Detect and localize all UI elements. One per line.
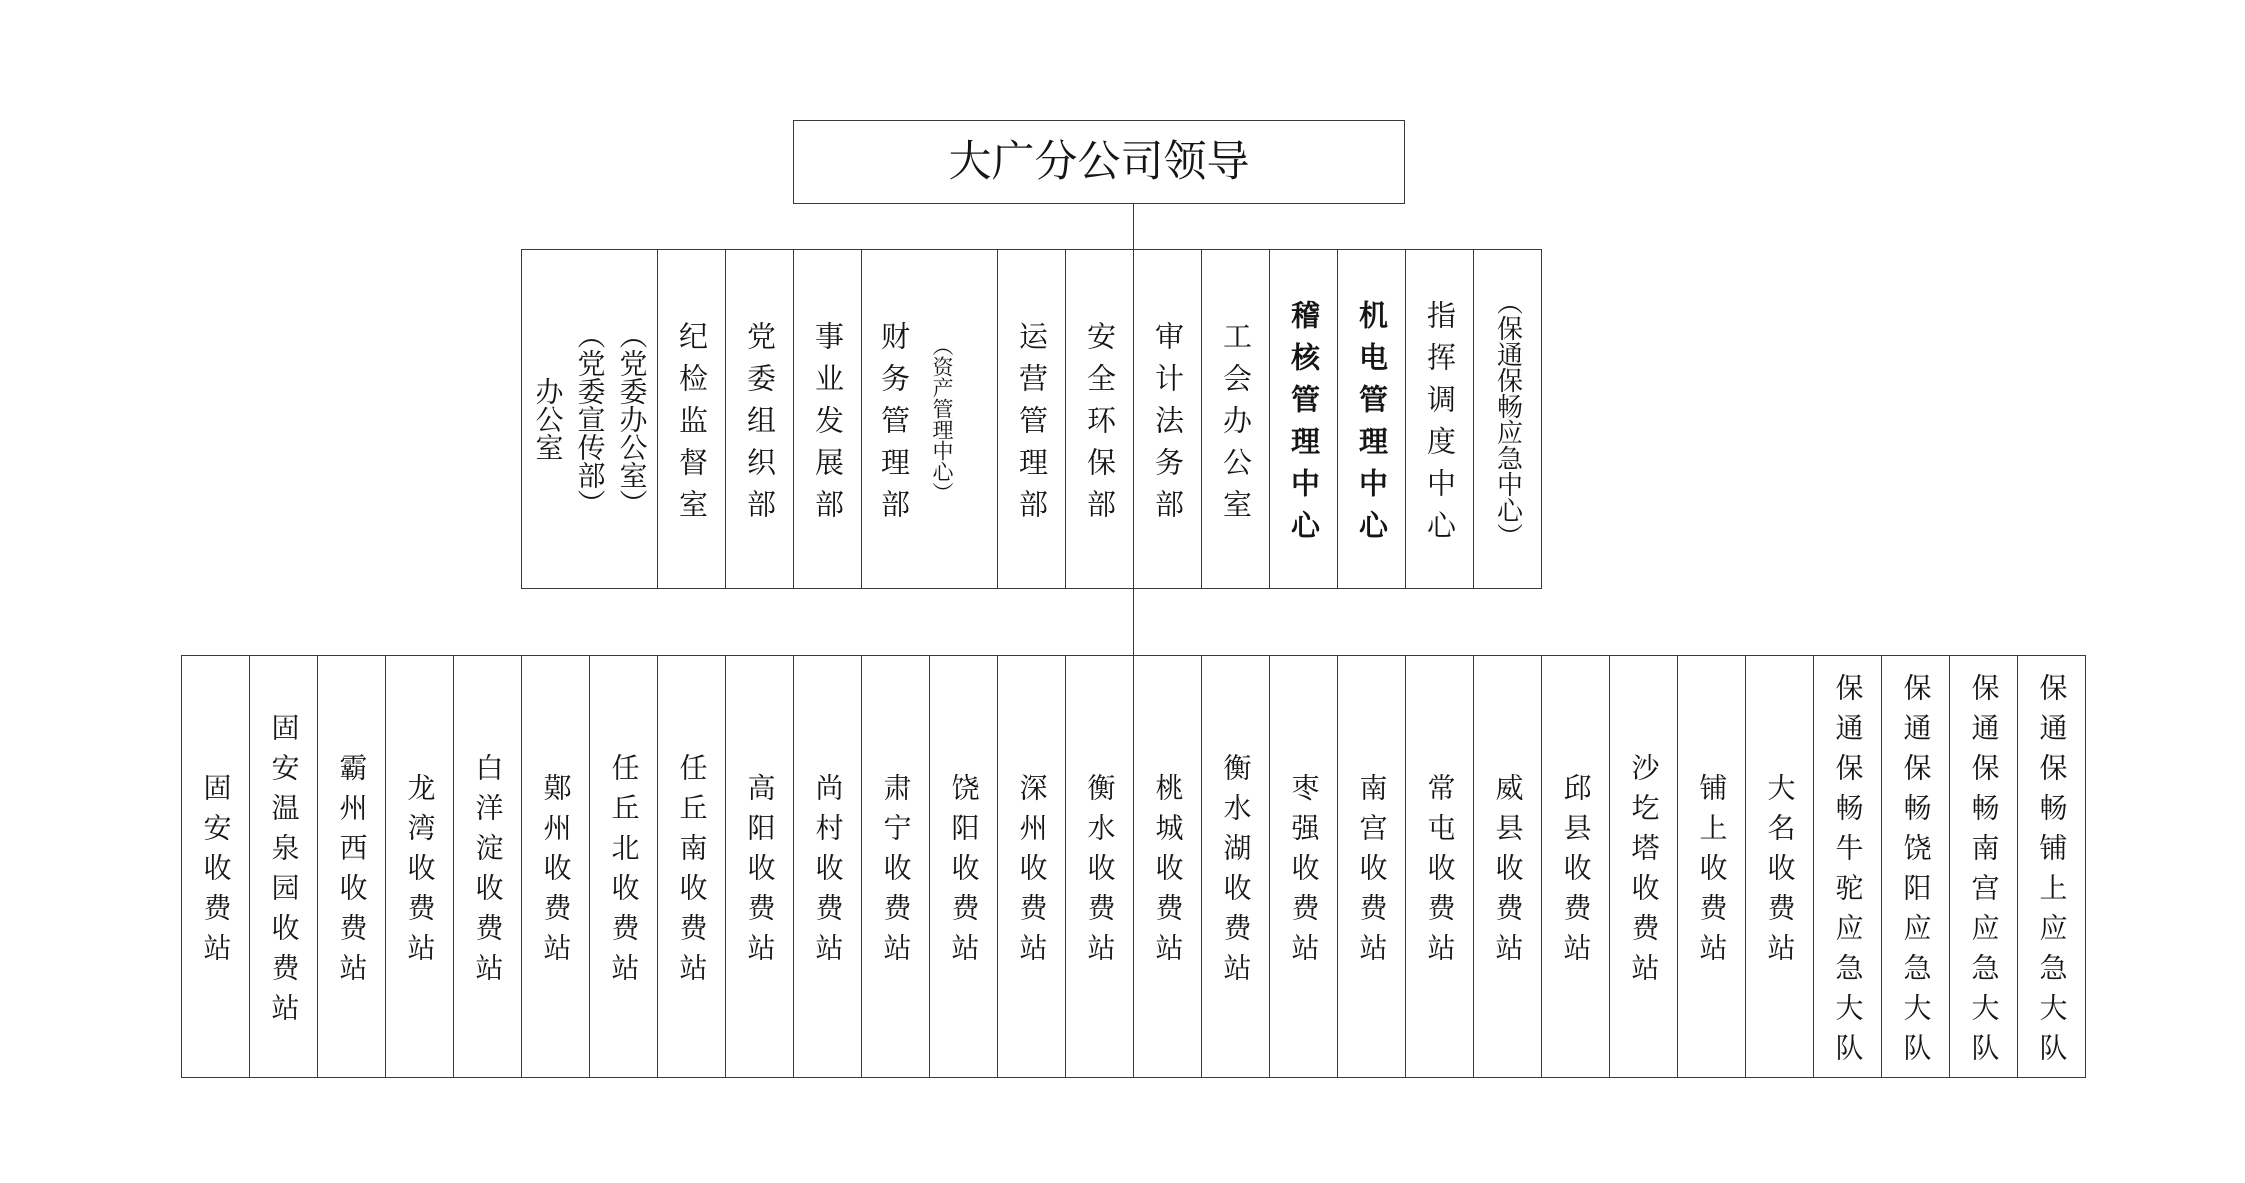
emergency-team-label: 保通保畅铺上应急大队 xyxy=(2035,672,2069,1073)
station-item xyxy=(1134,656,1202,1077)
station-row xyxy=(181,655,2086,1078)
dept-label: 纪检监督室 xyxy=(675,320,709,531)
dept-finance-label: 财务管理部 xyxy=(877,320,911,531)
station-item xyxy=(182,656,250,1077)
dept-inspection-center xyxy=(1270,250,1338,588)
leadership-title: 大广分公司领导 xyxy=(948,136,1250,187)
station-label: 肃宁收费站 xyxy=(879,772,913,973)
station-label: 衡水湖收费站 xyxy=(1219,752,1253,993)
dept-label: 审计法务部 xyxy=(1151,320,1185,531)
dept-office-label: 办公室 xyxy=(531,377,565,461)
station-label: 大名收费站 xyxy=(1763,772,1797,973)
dept-label: 指挥调度中心 xyxy=(1423,299,1457,552)
station-label: 常屯收费站 xyxy=(1423,772,1457,973)
dept-discipline xyxy=(658,250,726,588)
station-item xyxy=(862,656,930,1077)
dept-audit-legal xyxy=(1134,250,1202,588)
station-item xyxy=(250,656,318,1077)
station-label: 任丘南收费站 xyxy=(675,752,709,993)
dept-office-note-1: （党委办公室） xyxy=(615,321,649,517)
station-label: 深州收费站 xyxy=(1015,772,1049,973)
dept-label: 机电管理中心 xyxy=(1355,299,1389,552)
department-row xyxy=(521,249,1542,589)
dept-safety xyxy=(1066,250,1134,588)
dept-label: （保通保畅应急中心） xyxy=(1492,289,1523,549)
station-item xyxy=(522,656,590,1077)
dept-union-office xyxy=(1202,250,1270,588)
station-label: 威县收费站 xyxy=(1491,772,1525,973)
dept-label: 运营管理部 xyxy=(1015,320,1049,531)
dept-label: 安全环保部 xyxy=(1083,320,1117,531)
dept-electromechanical-center xyxy=(1338,250,1406,588)
station-item xyxy=(1406,656,1474,1077)
station-item xyxy=(590,656,658,1077)
station-item xyxy=(1610,656,1678,1077)
emergency-team-item xyxy=(1882,656,1950,1077)
dept-office xyxy=(522,250,658,588)
dept-label: 工会办公室 xyxy=(1219,320,1253,531)
station-label: 衡水收费站 xyxy=(1083,772,1117,973)
station-label: 鄚州收费站 xyxy=(539,772,573,973)
station-item xyxy=(1066,656,1134,1077)
dept-label: 党委组织部 xyxy=(743,320,777,531)
station-label: 龙湾收费站 xyxy=(403,772,437,973)
station-item xyxy=(386,656,454,1077)
station-label: 尚村收费站 xyxy=(811,772,845,973)
station-label: 沙圪塔收费站 xyxy=(1627,752,1661,993)
emergency-team-label: 保通保畅饶阳应急大队 xyxy=(1899,672,1933,1073)
leadership-box xyxy=(793,120,1405,204)
dept-organization xyxy=(726,250,794,588)
dept-business-development xyxy=(794,250,862,588)
station-label: 白洋淀收费站 xyxy=(471,752,505,993)
station-label: 南宫收费站 xyxy=(1355,772,1389,973)
station-item xyxy=(454,656,522,1077)
station-item xyxy=(318,656,386,1077)
station-item xyxy=(1270,656,1338,1077)
emergency-team-label: 保通保畅牛驼应急大队 xyxy=(1831,672,1865,1073)
station-item xyxy=(1678,656,1746,1077)
connector-departments-to-stations xyxy=(1133,587,1134,655)
station-item xyxy=(794,656,862,1077)
station-item xyxy=(726,656,794,1077)
dept-dispatch-center xyxy=(1406,250,1474,588)
station-item xyxy=(998,656,1066,1077)
station-label: 桃城收费站 xyxy=(1151,772,1185,973)
station-label: 枣强收费站 xyxy=(1287,772,1321,973)
connector-leader-to-departments xyxy=(1133,204,1134,249)
station-label: 饶阳收费站 xyxy=(947,772,981,973)
dept-operations xyxy=(998,250,1066,588)
dept-emergency-center xyxy=(1474,250,1542,588)
dept-label: 稽核管理中心 xyxy=(1287,299,1321,552)
station-item xyxy=(930,656,998,1077)
station-label: 固安收费站 xyxy=(199,772,233,973)
station-label: 固安温泉园收费站 xyxy=(267,712,301,1033)
emergency-team-item xyxy=(1814,656,1882,1077)
station-item xyxy=(1338,656,1406,1077)
station-item xyxy=(1474,656,1542,1077)
emergency-team-item xyxy=(1950,656,2018,1077)
dept-finance xyxy=(862,250,998,588)
station-item xyxy=(1542,656,1610,1077)
dept-label: 事业发展部 xyxy=(811,320,845,531)
station-item xyxy=(1746,656,1814,1077)
emergency-team-label: 保通保畅南宫应急大队 xyxy=(1967,672,2001,1073)
dept-finance-note: （资产管理中心） xyxy=(930,335,954,503)
station-label: 邱县收费站 xyxy=(1559,772,1593,973)
station-item xyxy=(1202,656,1270,1077)
station-label: 高阳收费站 xyxy=(743,772,777,973)
station-label: 霸州西收费站 xyxy=(335,752,369,993)
station-item xyxy=(658,656,726,1077)
station-label: 铺上收费站 xyxy=(1695,772,1729,973)
dept-office-note-2: （党委宣传部） xyxy=(573,321,607,517)
station-label: 任丘北收费站 xyxy=(607,752,641,993)
emergency-team-item xyxy=(2018,656,2086,1077)
